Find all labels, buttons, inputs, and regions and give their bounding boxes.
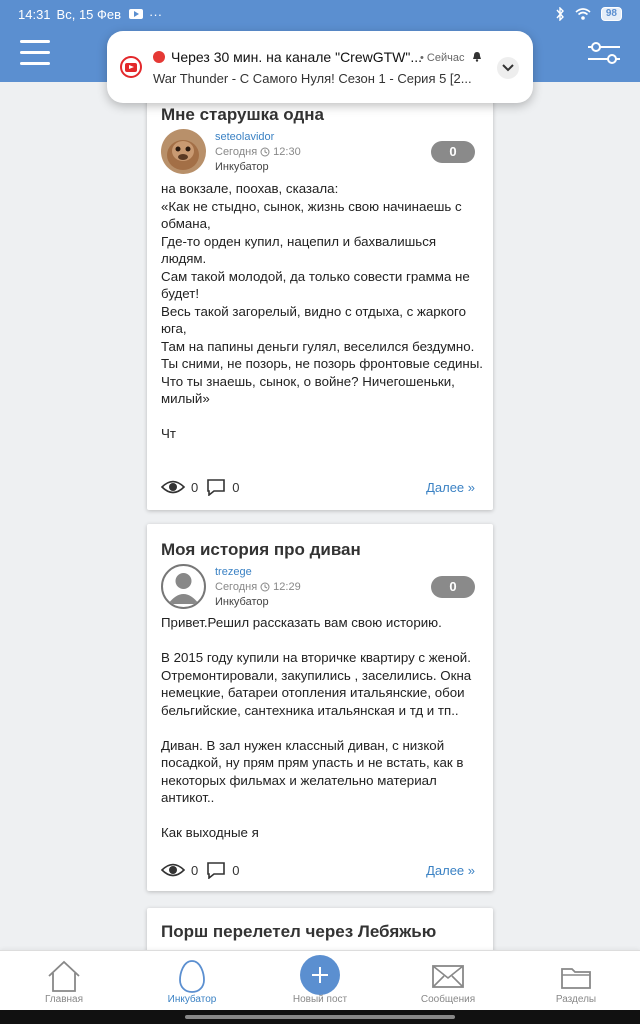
rating-badge: 0 xyxy=(431,576,475,598)
status-bar xyxy=(0,0,640,28)
status-date: Вс, 15 Фев xyxy=(56,6,122,22)
comments-count: 0 xyxy=(232,862,240,878)
egg-icon xyxy=(172,959,212,993)
views-count: 0 xyxy=(191,479,199,495)
post-section[interactable]: Инкубатор xyxy=(215,596,269,608)
plus-icon xyxy=(310,965,330,985)
home-indicator[interactable] xyxy=(185,1015,455,1019)
read-more-link[interactable]: Далее » xyxy=(426,480,475,495)
chevron-down-icon xyxy=(502,64,514,72)
bottom-navigation xyxy=(0,950,640,1010)
post-date: Сегодня 12:30 xyxy=(215,146,301,158)
nav-new-post[interactable]: Новый пост xyxy=(256,951,384,1011)
comment-icon[interactable] xyxy=(206,478,226,496)
comment-icon[interactable] xyxy=(206,861,226,879)
filter-settings-icon[interactable] xyxy=(586,40,622,66)
post-title[interactable]: Мне старушка одна xyxy=(161,105,324,124)
avatar[interactable] xyxy=(161,129,206,174)
views-count: 0 xyxy=(191,862,199,878)
wifi-icon xyxy=(575,8,591,20)
new-post-button[interactable] xyxy=(300,955,340,995)
notification-title: Через 30 мин. на канале "CrewGTW"... xyxy=(153,49,422,65)
youtube-status-icon xyxy=(129,9,143,19)
post-card[interactable] xyxy=(147,524,493,891)
eye-icon xyxy=(161,479,185,495)
bluetooth-icon xyxy=(555,7,565,21)
post-stats xyxy=(161,478,247,496)
folder-icon xyxy=(556,959,596,993)
author-name[interactable]: seteolavidor xyxy=(215,131,275,143)
notification-time: • Сейчас xyxy=(420,52,465,64)
post-date: Сегодня 12:29 xyxy=(215,581,301,593)
battery-indicator: 98 xyxy=(601,7,622,21)
notification-text: War Thunder - С Самого Нуля! Сезон 1 - Серия 5 [2... xyxy=(153,71,472,86)
system-home-bar xyxy=(0,1010,640,1024)
status-more: ··· xyxy=(149,6,163,22)
clock-icon xyxy=(260,582,270,592)
nav-home[interactable]: Главная xyxy=(0,951,128,1011)
read-more-link[interactable]: Далее » xyxy=(426,863,475,878)
live-dot-icon xyxy=(153,51,165,63)
post-title[interactable]: Порш перелетел через Лебяжью xyxy=(161,922,437,941)
nav-sections[interactable]: Разделы xyxy=(512,951,640,1011)
expand-notification-button[interactable] xyxy=(497,57,519,79)
youtube-icon xyxy=(120,56,142,78)
eye-icon xyxy=(161,862,185,878)
post-body: на вокзале, поохав, сказала: «Как не стыдно, сынок, жизнь свою начинаешь с обмана, Где-то орден купил, нацепил и бахвалишься людям. Сам такой молодой, да только совести грамма не будет! Весь такой загорелый, видно с отдыха, с жаркого юга, Там на папины деньги гулял, веселился бездумно. Ты сними, не позорь, не позорь фронтовые седины. Что ты знаешь, сынок, о войне? Ничегошеньки, милый» Чт xyxy=(161,181,483,441)
youtube-notification[interactable] xyxy=(107,31,533,103)
author-name[interactable]: trezege xyxy=(215,566,252,578)
clock-icon xyxy=(260,147,270,157)
bell-icon xyxy=(472,51,482,62)
post-title[interactable]: Моя история про диван xyxy=(161,540,361,559)
nav-messages[interactable]: Сообщения xyxy=(384,951,512,1011)
comments-count: 0 xyxy=(232,479,240,495)
menu-button[interactable] xyxy=(20,40,50,66)
envelope-icon xyxy=(428,959,468,993)
nav-incubator[interactable]: Инкубатор xyxy=(128,951,256,1011)
avatar[interactable] xyxy=(161,564,206,609)
post-stats xyxy=(161,861,247,879)
post-section[interactable]: Инкубатор xyxy=(215,161,269,173)
rating-badge: 0 xyxy=(431,141,475,163)
post-body: Привет.Решил рассказать вам свою историю. В 2015 году купили на вторичке квартиру с женой. Отремонтировали, закупились , заселились. Окна немецкие, батареи отопления итальянские, обои бельгийские, сантехника итальянская и тд и тп.. Диван. В зал нужен классный диван, с низкой посадкой, ну прям прям упасть и не встать, как в некоторых фильмах и желательно материал антикот.. Как выходные я xyxy=(161,615,472,840)
post-card[interactable] xyxy=(147,86,493,510)
status-time: 14:31 xyxy=(18,6,51,22)
home-icon xyxy=(44,959,84,993)
